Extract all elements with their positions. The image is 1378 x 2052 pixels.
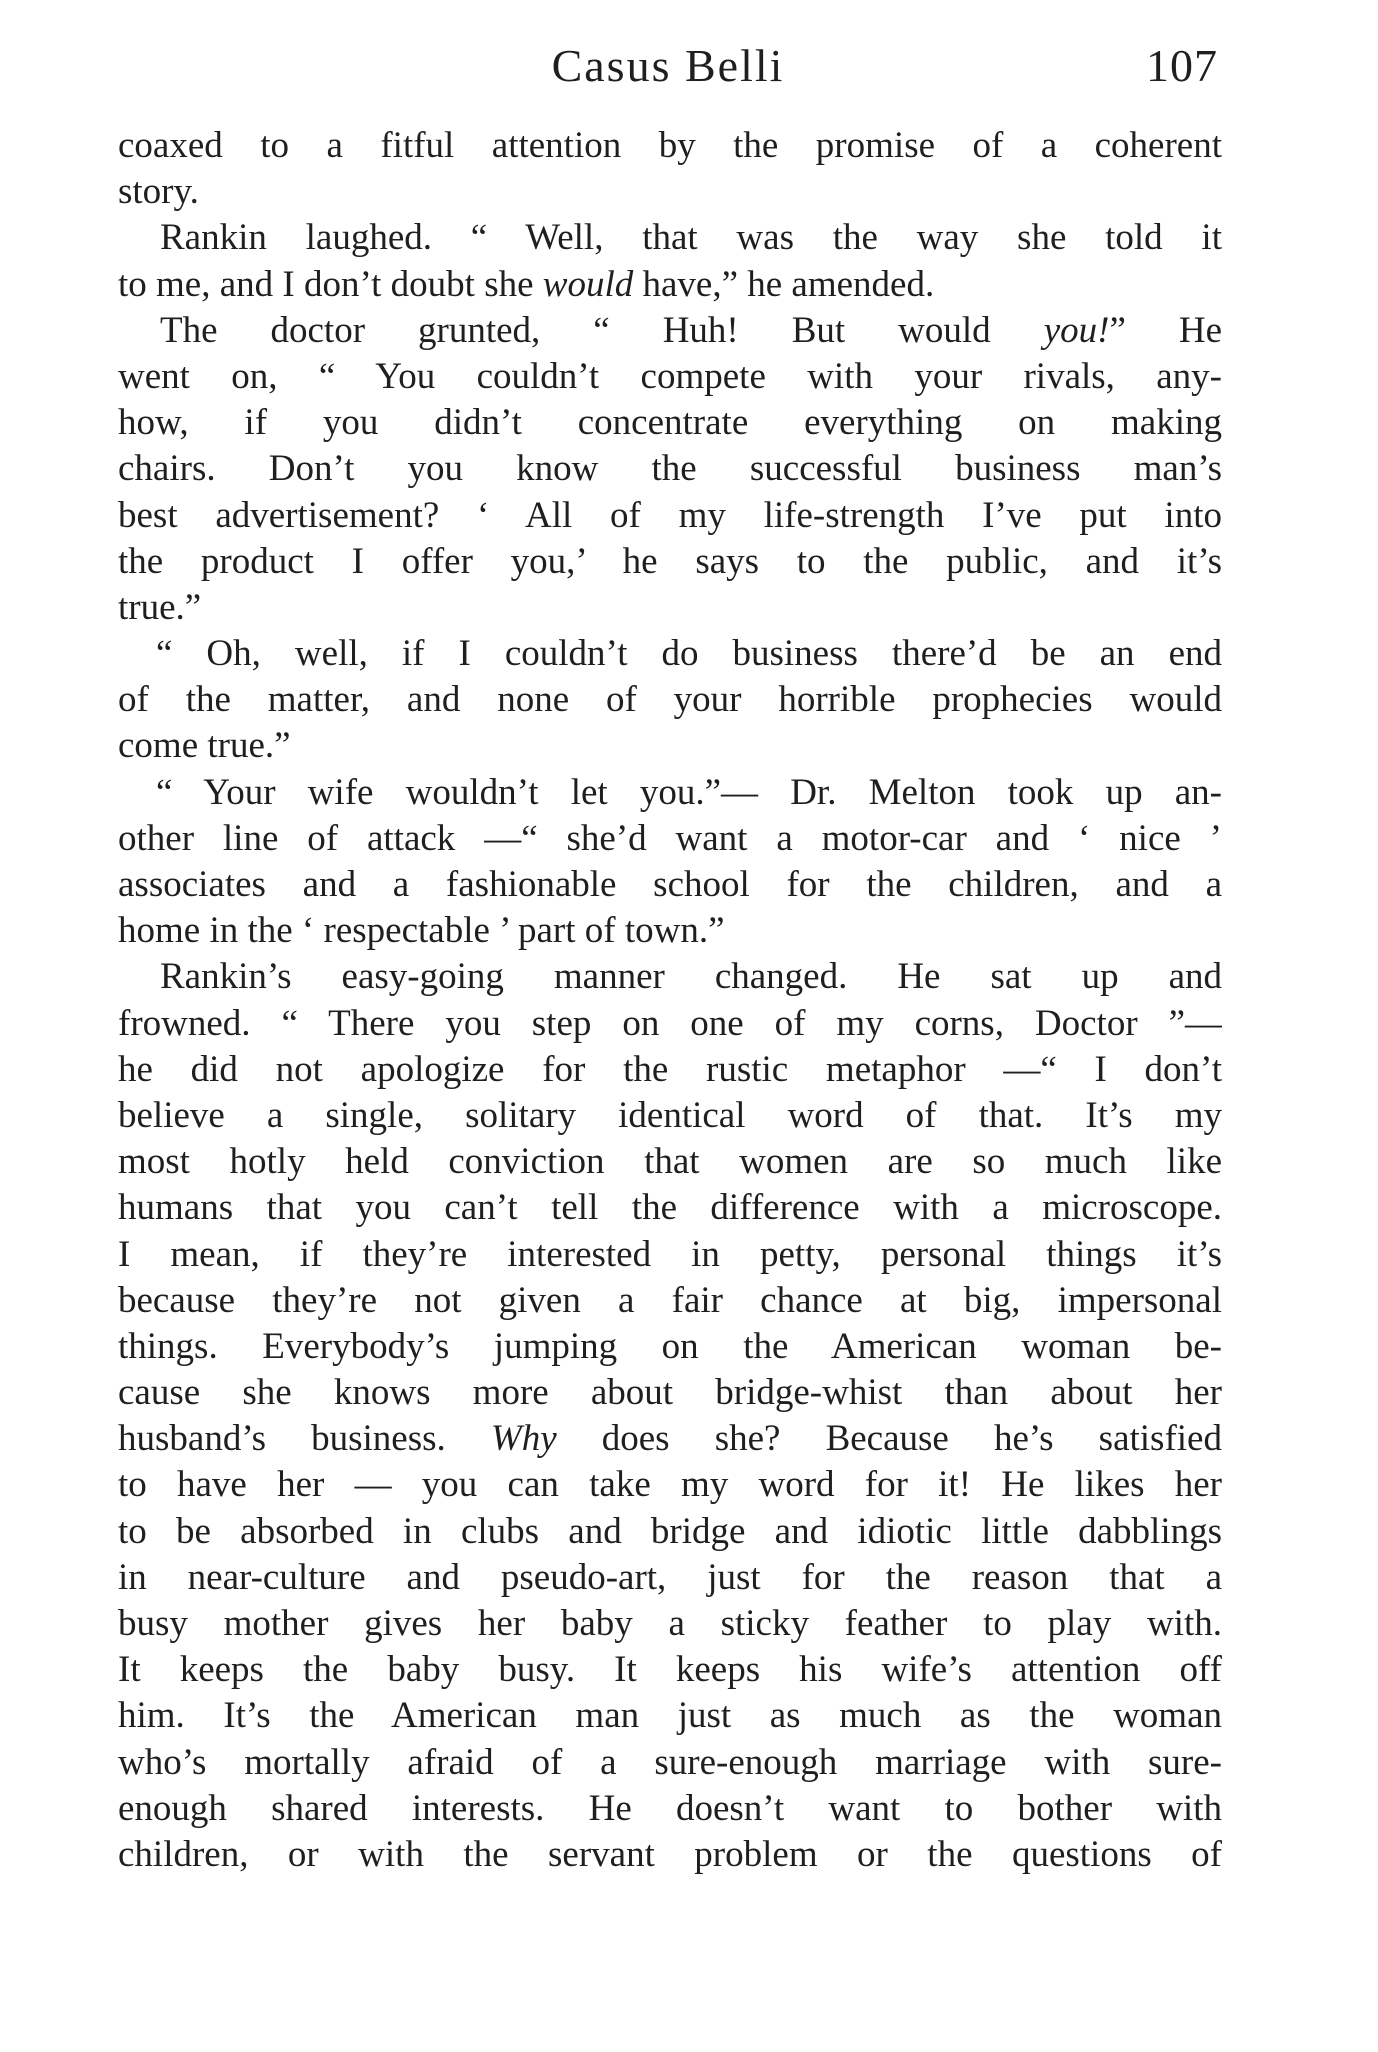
text-line: because they’re not given a fair chance at big, impersonal: [118, 1279, 1222, 1321]
italic-emphasis: you!: [1043, 309, 1110, 351]
text-line: who’s mortally afraid of a sure-enough marriage with sure-: [118, 1741, 1222, 1783]
page-number: 107: [1146, 40, 1218, 91]
text-line: story.: [118, 171, 199, 213]
text-line: “ Your wife wouldn’t let you.”— Dr. Melton took up an-: [156, 771, 1222, 813]
text-line: believe a single, solitary identical word of that. It’s my: [118, 1094, 1222, 1136]
text-line: “ Oh, well, if I couldn’t do business there’d be an end: [156, 633, 1222, 675]
text-line: come true.”: [118, 725, 291, 767]
text-line: to me, and I don’t doubt she would have,” he amended.: [118, 263, 935, 305]
text-line: to have her — you can take my word for it! He likes her: [118, 1464, 1222, 1506]
text-line: associates and a fashionable school for the children, and a: [118, 864, 1222, 905]
text-line: coaxed to a fitful attention by the promise of a coherent: [118, 125, 1222, 166]
text-line: home in the ‘ respectable ’ part of town.”: [118, 910, 725, 952]
text-line: how, if you didn’t concentrate everything on making: [118, 402, 1222, 444]
text-line: of the matter, and none of your horrible prophecies would: [118, 679, 1222, 721]
text-line: other line of attack —“ she’d want a motor-car and ‘ nice ’: [118, 817, 1222, 859]
text-line: chairs. Don’t you know the successful business man’s: [118, 448, 1222, 490]
text-line: busy mother gives her baby a sticky feather to play with.: [118, 1603, 1222, 1644]
text-line: enough shared interests. He doesn’t want to bother with: [118, 1787, 1222, 1829]
italic-emphasis: Why: [490, 1418, 557, 1460]
text-line: husband’s business. Why does she? Because he’s satisfied: [118, 1418, 1222, 1460]
text-line: children, or with the servant problem or the questions of: [118, 1833, 1222, 1875]
text-line: Rankin’s easy-going manner changed. He sat up and: [160, 956, 1222, 998]
text-line: him. It’s the American man just as much as the woman: [118, 1695, 1222, 1737]
text-line: best advertisement? ‘ All of my life-strength I’ve put into: [118, 494, 1222, 536]
text-line: he did not apologize for the rustic metaphor —“ I don’t: [118, 1048, 1222, 1090]
text-line: frowned. “ There you step on one of my corns, Doctor ”—: [118, 1002, 1222, 1044]
text-line: Rankin laughed. “ Well, that was the way she told it: [160, 217, 1222, 259]
text-line: things. Everybody’s jumping on the American woman be-: [118, 1325, 1222, 1367]
text-line: the product I offer you,’ he says to the public, and it’s: [118, 540, 1222, 582]
text-line: went on, “ You couldn’t compete with your rivals, any-: [118, 355, 1222, 397]
text-line: cause she knows more about bridge-whist than about her: [118, 1372, 1222, 1414]
text-line: The doctor grunted, “ Huh! But would you!” He: [160, 309, 1222, 351]
page-header: [118, 38, 1218, 94]
text-line: I mean, if they’re interested in petty, personal things it’s: [118, 1233, 1222, 1275]
text-line: to be absorbed in clubs and bridge and idiotic little dabblings: [118, 1510, 1222, 1552]
text-line: It keeps the baby busy. It keeps his wife’s attention off: [118, 1649, 1222, 1691]
body-text: [118, 123, 1222, 1878]
italic-emphasis: would: [542, 263, 634, 305]
text-line: humans that you can’t tell the difference with a microscope.: [118, 1187, 1222, 1229]
text-line: in near-culture and pseudo-art, just for the reason that a: [118, 1556, 1222, 1598]
text-line: most hotly held conviction that women are so much like: [118, 1141, 1222, 1183]
running-head: Casus Belli: [551, 40, 785, 91]
text-line: true.”: [118, 586, 202, 628]
